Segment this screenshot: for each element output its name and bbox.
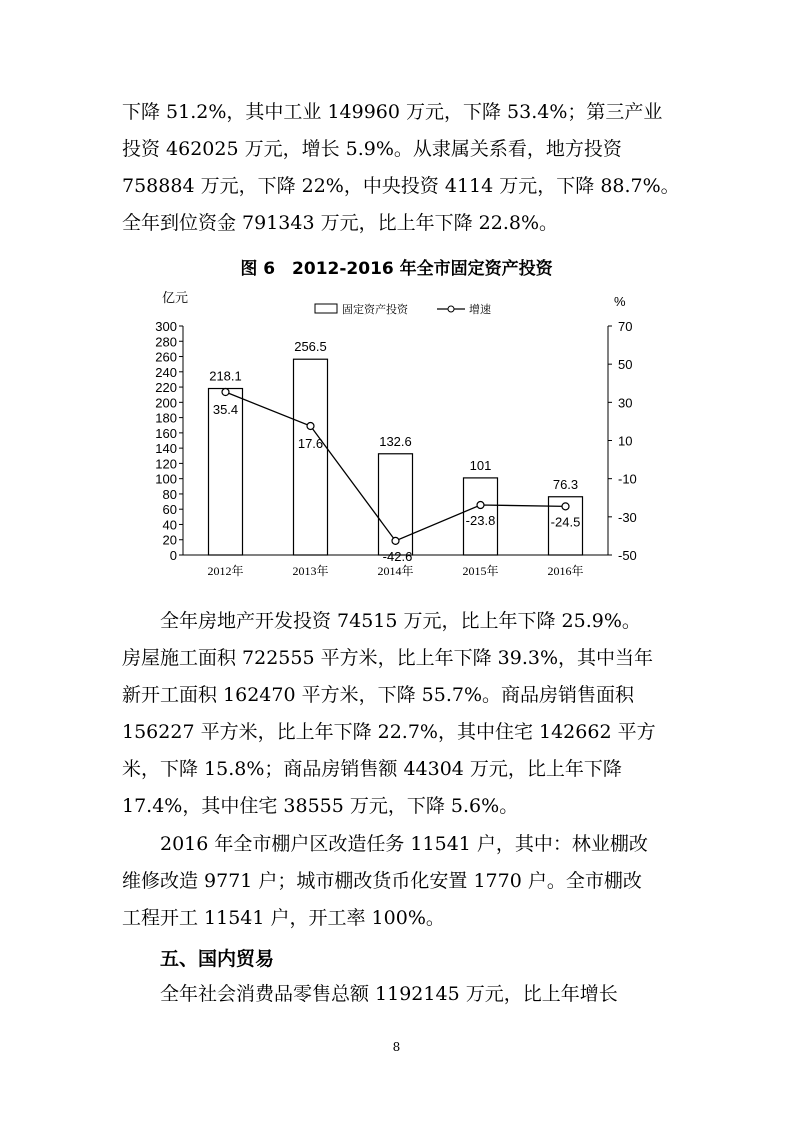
y-left-label: 亿元 xyxy=(162,290,189,305)
bar-value-label: 101 xyxy=(469,457,492,473)
investment-chart xyxy=(140,288,640,588)
growth-point xyxy=(307,422,314,429)
bar-value-label: 218.1 xyxy=(209,368,242,384)
text-line: 全年到位资金 791343 万元，比上年下降 22.8%。 xyxy=(122,212,559,234)
paragraph-investment xyxy=(122,94,682,242)
text-line: 投资 462025 万元，增长 5.9%。从隶属关系看，地方投资 xyxy=(122,138,622,160)
growth-point xyxy=(222,389,229,396)
y-left-tick-label: 0 xyxy=(169,548,177,563)
y-left-tick-label: 240 xyxy=(155,364,177,380)
bar-value-label: 256.5 xyxy=(294,339,327,355)
x-tick-label: 2012年 xyxy=(207,564,244,578)
text-line: 2016 年全市棚户区改造任务 11541 户，其中：林业棚改 xyxy=(122,833,648,855)
y-right-label: % xyxy=(614,294,626,309)
growth-point xyxy=(477,502,484,509)
y-left-tick-label: 220 xyxy=(155,380,177,396)
y-left-tick-label: 200 xyxy=(155,395,177,411)
x-tick-label: 2013年 xyxy=(292,564,329,578)
y-left-tick-label: 100 xyxy=(155,471,177,487)
paragraph-retail xyxy=(122,976,682,1013)
y-left-tick-label: 40 xyxy=(162,517,177,533)
text-line: 房屋施工面积 722555 平方米，比上年下降 39.3%，其中当年 xyxy=(122,647,654,669)
bar xyxy=(294,359,328,555)
text-line: 维修改造 9771 户；城市棚改货币化安置 1770 户。全市棚改 xyxy=(122,870,642,892)
y-left-tick-label: 80 xyxy=(162,486,177,502)
paragraph-shantytown xyxy=(122,826,682,937)
bar-value-label: 132.6 xyxy=(379,433,412,449)
y-left-tick-label: 260 xyxy=(155,349,177,365)
x-tick-label: 2016年 xyxy=(547,564,584,578)
y-left-tick-label: 120 xyxy=(155,456,177,472)
text-line: 下降 51.2%，其中工业 149960 万元，下降 53.4%；第三产业 xyxy=(122,101,663,123)
text-line: 新开工面积 162470 平方米，下降 55.7%。商品房销售面积 xyxy=(122,684,635,706)
growth-value-label: -23.8 xyxy=(465,513,496,529)
y-left-tick-label: 20 xyxy=(162,532,177,548)
growth-point xyxy=(562,503,569,510)
text-line: 全年社会消费品零售总额 1192145 万元，比上年增长 xyxy=(122,983,618,1005)
y-right-tick-label: -50 xyxy=(618,548,637,563)
text-line: 全年房地产开发投资 74515 万元，比上年下降 25.9%。 xyxy=(122,610,641,632)
growth-value-label: -42.6 xyxy=(382,548,413,564)
y-left-tick-label: 60 xyxy=(162,502,177,518)
y-right-tick-label: -30 xyxy=(618,509,637,525)
growth-value-label: 17.6 xyxy=(297,435,324,451)
text-line: 156227 平方米，比上年下降 22.7%，其中住宅 142662 平方 xyxy=(122,721,656,743)
x-tick-label: 2015年 xyxy=(462,564,499,578)
y-left-tick-label: 280 xyxy=(155,334,177,350)
y-right-tick-label: 30 xyxy=(618,395,633,411)
legend-bar-swatch xyxy=(315,304,337,313)
legend-bar-label: 固定资产投资 xyxy=(342,304,408,316)
legend-line-label: 增速 xyxy=(469,304,491,316)
text-line: 758884 万元，下降 22%，中央投资 4114 万元，下降 88.7%。 xyxy=(122,175,680,197)
x-tick-label: 2014年 xyxy=(377,564,414,578)
paragraph-real-estate xyxy=(122,603,682,825)
text-line: 工程开工 11541 户，开工率 100%。 xyxy=(122,907,445,929)
y-left-tick-label: 140 xyxy=(155,441,177,457)
growth-point xyxy=(392,537,399,544)
page-number: 8 xyxy=(392,1040,401,1054)
y-right-tick-label: -10 xyxy=(618,471,637,487)
y-right-tick-label: 50 xyxy=(618,357,633,373)
bar-value-label: 76.3 xyxy=(552,476,579,492)
figure-title: 图 6 2012-2016 年全市固定资产投资 xyxy=(240,259,553,279)
growth-value-label: -24.5 xyxy=(550,514,581,530)
y-left-tick-label: 180 xyxy=(155,410,177,426)
y-right-tick-label: 70 xyxy=(618,319,633,334)
text-line: 17.4%，其中住宅 38555 万元，下降 5.6%。 xyxy=(122,795,519,817)
y-left-tick-label: 160 xyxy=(155,425,177,441)
y-left-tick-label: 300 xyxy=(155,319,177,334)
y-right-tick-label: 10 xyxy=(618,433,633,449)
growth-value-label: 35.4 xyxy=(212,402,239,418)
section-heading: 五、国内贸易 xyxy=(160,948,275,970)
legend-line-marker xyxy=(448,306,454,312)
text-line: 米，下降 15.8%；商品房销售额 44304 万元，比上年下降 xyxy=(122,758,622,780)
